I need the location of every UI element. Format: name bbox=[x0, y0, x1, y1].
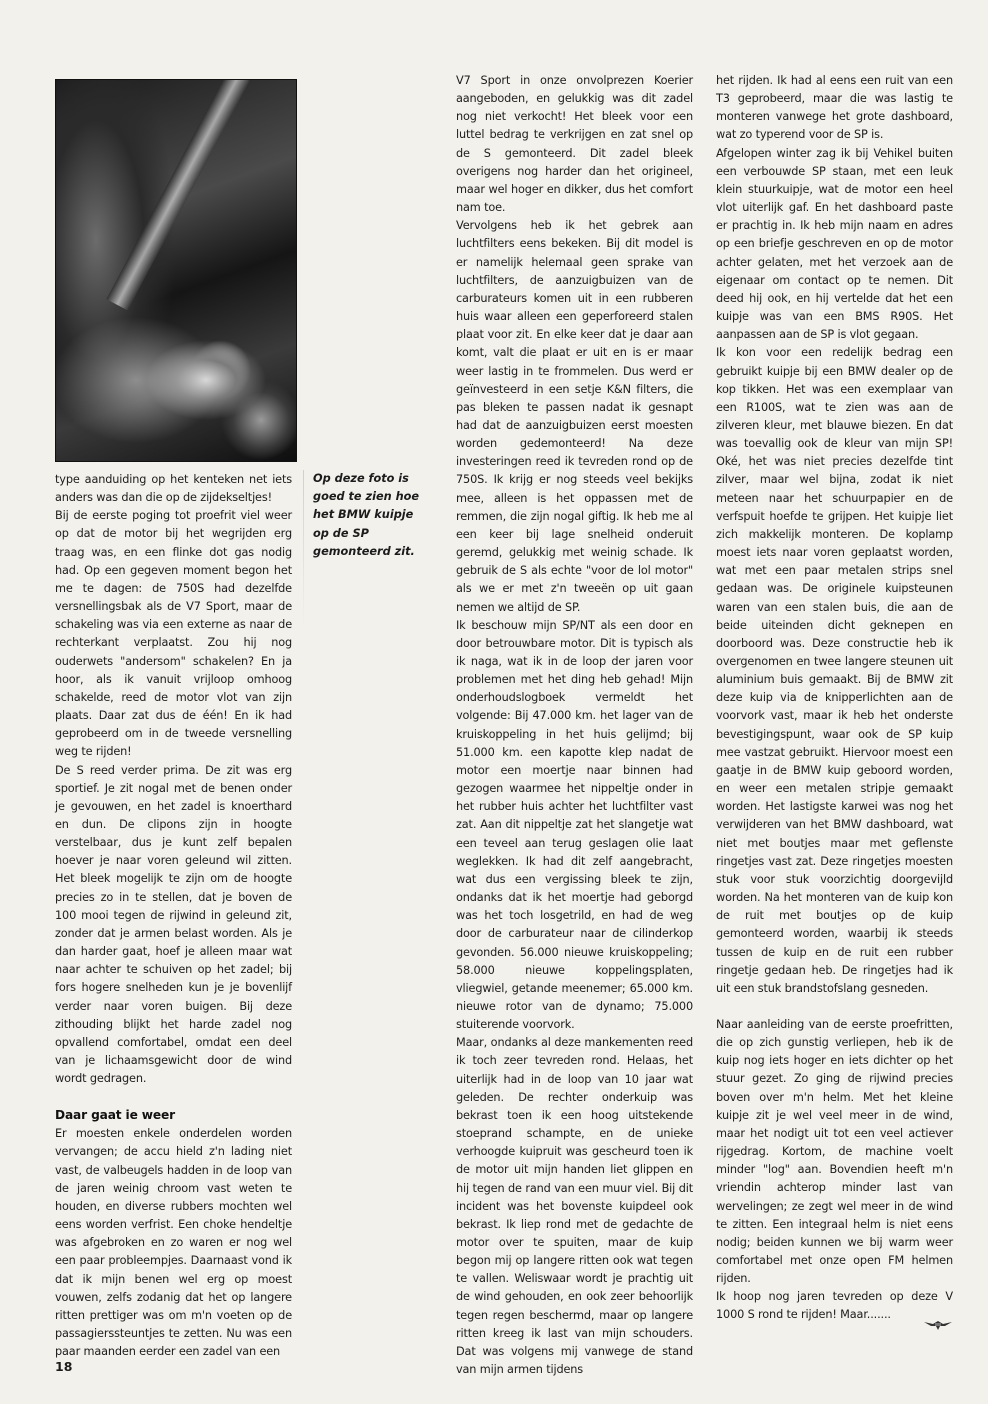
paragraph: type aanduiding op het kenteken net iets anders was dan die op de zijdekseltjes! bbox=[55, 473, 292, 505]
paragraph: Bij de eerste poging tot proefrit viel weer op dat de motor bij het wegrijden erg traag was, en een flinke dot gas nodig had. Op een gegeven moment begon het me te dagen: de 750S had dezelfde versnellingsbak als de V7 Sport, maar de schakeling was via een externe as naar de rechterkant verplaatst. Zou hij nog ouderwets "andersom" schakelen? En ja hoor, als ik vanuit vrijloop omhoog schakelde, reed de motor vlot van zijn plaats. Daar zat dus de één! En ik had geprobeerd om in de tweede versnelling weg te rijden! bbox=[55, 509, 292, 759]
caption-divider bbox=[303, 470, 304, 630]
article-column-left bbox=[55, 471, 292, 1361]
paragraph: Vervolgens heb ik het gebrek aan luchtfilters eens bekeken. Bij dit model is er namelijk helemaal geen sprake van luchtfilters, de aanzuigbuizen van de carburateurs komen uit in een rubberen huis waar alleen een geperforeerd stalen plaat voor zit. En elke keer dat je daar aan komt, valt die plaat er uit en is er maar weer lastig in te frommelen. Dus werd er geïnvesteerd in een setje K&N filters, die pas bleken te passen nadat ik gesnapt had dat de aanzuigbuizen eerst moesten worden gedemonteerd! Na deze investeringen reed ik tevreden rond op de 750S. Ik krijg er nog steeds veel bekijks mee, alleen is het oppassen met de remmen, die zijn nogal giftig. Ik heb me al een keer bij lage snelheid onderuit geremd, gelukkig met weinig schade. Ik gebruik de S als echte "voor de lol motor" als we er met z'n tweeën op uit gaan nemen we altijd de SP. bbox=[456, 219, 693, 614]
article-column-right bbox=[716, 72, 953, 1325]
photo-caption: Op deze foto is goed te zien hoe het BMW kuipje op de SP gemonteerd zit. bbox=[313, 472, 420, 558]
paragraph: het rijden. Ik had al eens een ruit van een T3 geprobeerd, maar die was lastig te monteren vanwege het grote dashboard, wat zo typerend voor de SP is. bbox=[716, 74, 953, 142]
paragraph: Ik kon voor een redelijk bedrag een gebruikt kuipje bij een BMW dealer op de kop tikken. Het was een exemplaar van een R100S, wat te zien was aan de zilveren kleur, met blauwe biezen. En dat was toevallig ook de kleur van mijn SP! Oké, het was niet precies dezelfde tint zilver, maar wel bijna, zodat ik niet meteen naar het schuurpapier en de verfspuit hoefde te grijpen. Het kuipje liet zich makkelijk monteren. De koplamp moest iets naar voren geplaatst worden, wat met een paar metalen strips snel gedaan was. De originele kuipsteunen waren van een stalen buis, die aan de beide uiteinden dicht geknepen en doorboord was. Deze constructie heb ik overgenomen en twee langere steunen uit aluminium buis gemaakt. Bij de BMW zit deze kuip via de knipperlichten aan de voorvork vast, maar ik heb het onderste bevestigingspunt, waar ook de SP kuip mee vastzat gebruikt. Hiervoor moest een gaatje in de BMW kuip geboord worden, en weer een metalen stripje gemaakt worden. Het lastigste karwei was nog het verwijderen van het BMW dashboard, wat niet met boutjes maar met geflenste ringetjes vast zat. Deze ringetjes moesten stuk voor stuk voorzichtig doorgevijld worden. Na het monteren van de kuip kon de ruit met boutjes op de kuip gemonteerd worden, waarbij ik steeds tussen de kuip en de ruit een rubber ringetje gedaan heb. De ringetjes had ik uit een stuk brandstofslang gesneden. bbox=[716, 346, 953, 995]
paragraph: Ik beschouw mijn SP/NT als een door en door betrouwbare motor. Dit is typisch als ik naga, wat ik in de loop der jaren voor problemen met het ding heb gehad! Mijn onderhoudslogboek vermeldt het volgende: Bij 47.000 km. het lager van de kruiskoppeling in het huis gelijmd; bij 51.000 km. een kapotte klep nadat de motor een moertje naar binnen had gezogen waarmee het nippeltje onder in het rubber huis achter het luchtfilter vast zat. Aan dit nippeltje zat het slangetje wat een teveel aan terug geslagen olie laat weglekken. Ik had dit zelf aangebracht, wat dus een vergissing bleek te zijn, ondanks dat ik het moertje had geborgd was het toch losgetrild, en had de weg door de carburateur naar de cilinderkop gevonden. 56.000 nieuwe kruiskoppeling; 58.000 nieuwe koppelingsplaten, vliegwiel, getande meenemer; 65.000 km. nieuwe rotor van de dynamo; 75.000 stuiterende voorvork. bbox=[456, 618, 693, 1032]
section-heading: Daar gaat ie weer bbox=[55, 1108, 175, 1123]
eagle-logo-icon bbox=[923, 1318, 953, 1332]
paragraph: V7 Sport in onze onvolprezen Koerier aangeboden, en gelukkig was dit zadel nog niet verkocht! Het bleek voor een luttel bedrag te verkrijgen en zat snel op de S gemonteerd. Dit zadel bleek overigens nog harder dan het origineel, maar wel hoger en dikker, dus het comfort nam toe. bbox=[456, 74, 693, 215]
article-column-middle bbox=[456, 72, 693, 1379]
motorcycle-fairing-photo bbox=[55, 79, 297, 462]
paragraph: Ik hoop nog jaren tevreden op deze V 1000 S rond te rijden! Maar....... bbox=[716, 1290, 953, 1322]
paragraph: Naar aanleiding van de eerste proefritten, die op zich gunstig verliepen, heb ik de kuip nog iets hoger en iets dichter op het stuur gezet. Zo ging de rijwind precies boven over m'n helm. Met het kleine kuipje zit je wel veel meer in de wind, maar het nodigt uit tot een veel actiever rijgedrag. Kortom, de machine voelt minder "log" aan. Bovendien heeft m'n vriendin achterop minder last van wervelingen; ze zegt wel meer in de wind te zitten. Een integraal helm is niet eens nodig; beiden kunnen we bij warm weer comfortabel met onze open FM helmen rijden. bbox=[716, 1017, 953, 1286]
paragraph: Afgelopen winter zag ik bij Vehikel buiten een verbouwde SP staan, met een leuk klein stuurkuipje, wat de motor een heel vlot uiterlijk gaf. En het dashboard paste er prachtig in. Ik heb mijn naam en adres op een briefje geschreven en op de motor achter gelaten, met het verzoek aan de eigenaar om contact op te nemen. Dit deed hij ook, en hij vertelde dat het een kuipje was van een BMS R90S. Het aanpassen aan de SP is vlot gegaan. bbox=[716, 146, 953, 342]
paragraph: Er moesten enkele onderdelen worden vervangen; de accu hield z'n lading niet vast, de valbeugels hadden in de loop van de jaren weinig chroom vast weten te houden, en diverse rubbers mochten wel eens worden verfrist. Een choke hendeltje was afgebroken en zo waren er nog wel een paar probleempjes. Daarnaast vond ik dat ik mijn benen wel erg op moest vouwen, zelfs zodanig dat het op langere ritten prettiger was om m'n voeten op de passagierssteuntjes te zetten. Nu was een paar maanden eerder een zadel van een bbox=[55, 1127, 292, 1359]
page-number: 18 bbox=[55, 1359, 73, 1374]
paragraph: Maar, ondanks al deze mankementen reed ik toch zeer tevreden rond. Helaas, het uiterlijk had in de loop van 10 jaar wat geleden. De rechter onderkuip was bekrast toen ik een hoog uitstekende stoeprand schampte, en de unieke verhoogde kuipruit was gescheurd toen ik de motor uit mijn handen liet glippen en hij tegen de rand van een muur viel. Bij dit incident was het bovenste kuipdeel ook bekrast. Ik liep rond met de gedachte de motor over te spuiten, maar de kuip begon mij op langere ritten ook wat tegen te vallen. Weliswaar wordt je prachtig uit de wind gehouden, en ook zeer behoorlijk tegen regen beschermd, maar op langere ritten kreeg ik last van mijn schouders. Dat was volgens mij vanwege de stand van mijn armen tijdens bbox=[456, 1036, 693, 1377]
paragraph: De S reed verder prima. De zit was erg sportief. Je zit nogal met de benen onder je gevouwen, en het zadel is knoerthard en dun. De clipons zijn in hoogte verstelbaar, dus je kunt zelf bepalen hoever je naar voren geleund wil zitten. Het bleek mogelijk te zijn om de hoogte precies zo in te stellen, dat je boven de 100 mooi tegen de rijwind in geleund zit, zonder dat je armen belast worden. Als je dan harder gaat, hoef je alleen maar wat naar achter te schuiven op het zadel; bij fors hogere snelheden kun je je bovenlijf verder naar voren buigen. Bij deze zithouding blijkt het harde zadel nog opvallend comfortabel, omdat een deel van je lichaamsgewicht door de wind wordt gedragen. bbox=[55, 763, 292, 1086]
